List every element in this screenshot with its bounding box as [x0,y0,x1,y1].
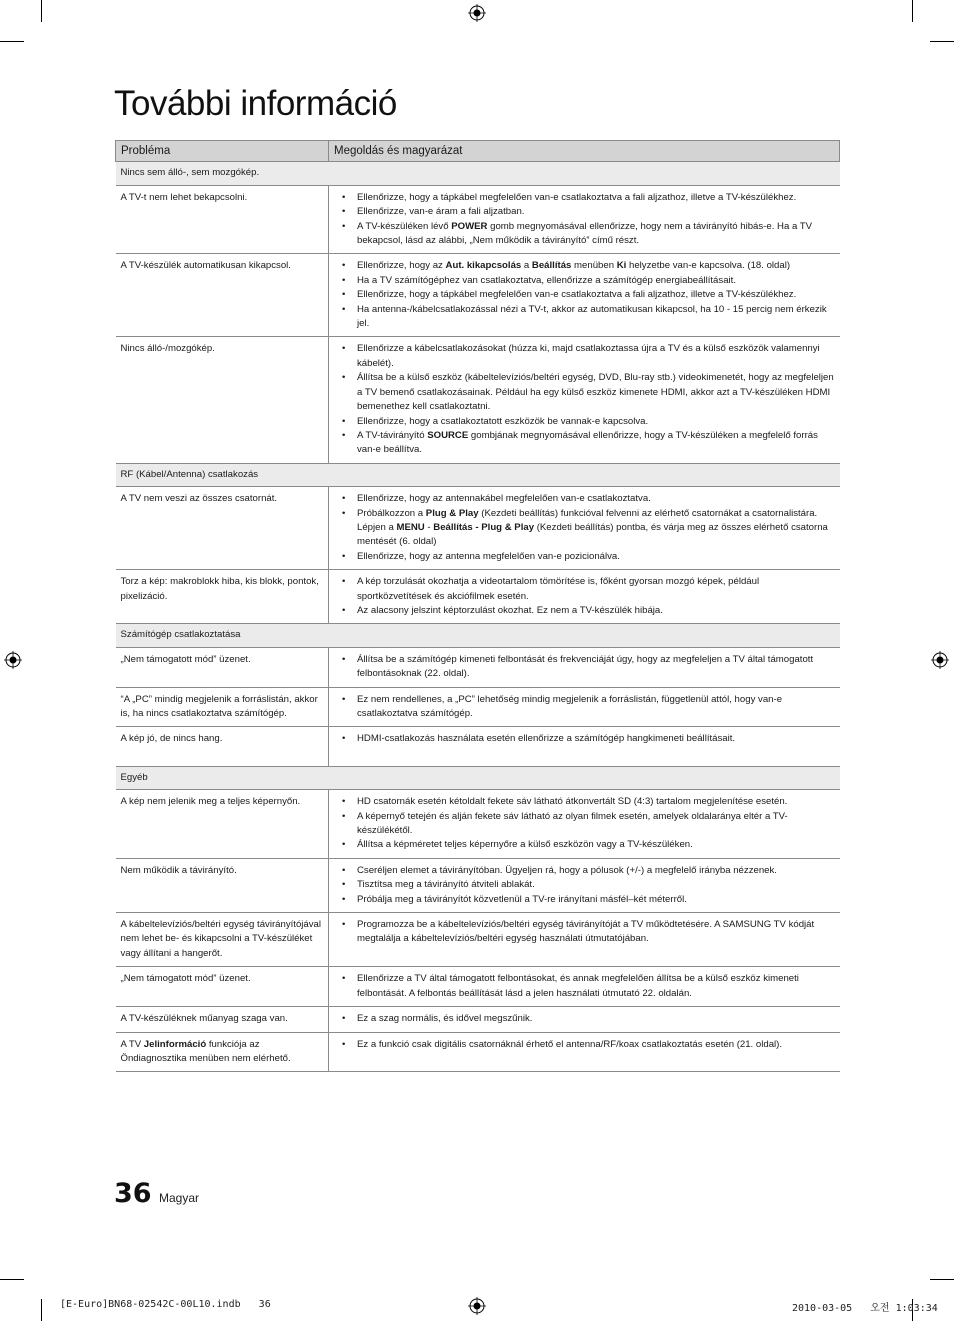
list-item: • Állítsa be a külső eszköz (kábeltelevíziós/beltéri egység, DVD, Blu-ray stb.) videokimenetét, hogy az megfeleljen a TV bemenő csatlakozásainak. Például ha egy külső eszköz kimenete HDMI, akkor azt a TV-készüléken HDMI bemenethez kell csatlakoztatni. [334,371,835,414]
list-item: • Ez a szag normális, és idővel megszűnik. [334,1012,835,1026]
crop-mark [41,1299,42,1321]
solution-list [334,575,835,618]
solution-cell [329,337,840,463]
solution-cell [329,647,840,687]
solution-list [334,864,835,907]
list-item: • Ellenőrizze, hogy az antenna megfelelően van-e pozicionálva. [334,550,835,564]
solution-cell [329,1032,840,1072]
solution-cell [329,487,840,570]
table-row [116,967,840,1007]
footer-file-info: [E-Euro]BN68-02542C-00L10.indb 36 [60,1299,271,1310]
list-item: • Ellenőrizze, hogy az antennakábel megfelelően van-e csatlakoztatva. [334,492,835,506]
solution-cell [329,570,840,624]
problem-cell: “A „PC” mindig megjelenik a forráslistán, akkor is, ha nincs csatlakoztatva számítógép. [116,687,329,727]
page-language: Magyar [159,1191,200,1205]
solution-list [334,1012,835,1026]
list-item: • Ellenőrizze, hogy a csatlakoztatott eszközök be vannak-e kapcsolva. [334,415,835,429]
solution-cell [329,185,840,254]
list-item: • A TV-készüléken lévő POWER gomb megnyomásával ellenőrizze, hogy nem a távirányító hibás-e. Ha a TV bekapcsol, lásd az alábbi, „Nem működik a távirányító” című részt. [334,220,835,249]
list-item: • A képernyő tetején és alján fekete sáv látható az olyan filmek esetén, amelyek oldalaránya eltér a TV-készülékétől. [334,810,835,839]
column-header-solution: Megoldás és magyarázat [329,141,840,162]
list-item: • Ellenőrizze a TV által támogatott felbontásokat, és annak megfelelően állítsa be a külső eszköz kimeneti felbontását. A felbontás beállítását lásd a jelen használati útmutató 22. oldalán. [334,972,835,1001]
problem-cell: Torz a kép: makroblokk hiba, kis blokk, pontok, pixelizáció. [116,570,329,624]
crop-mark [0,41,24,42]
table-section-row [116,162,840,185]
solution-cell [329,790,840,859]
problem-cell: A kép jó, de nincs hang. [116,727,329,766]
registration-mark-icon [468,4,486,22]
table-row [116,647,840,687]
troubleshooting-table [115,140,840,1072]
solution-cell [329,1007,840,1032]
column-header-problem: Probléma [116,141,329,162]
solution-list [334,918,835,947]
problem-cell: A kábeltelevíziós/beltéri egység távirányítójával nem lehet be- és kikapcsolni a TV-készüléket vagy állítani a hangerőt. [116,913,329,967]
crop-mark [930,41,954,42]
table-row [116,1007,840,1032]
solution-cell [329,913,840,967]
section-heading: Egyéb [116,766,840,789]
table-row [116,1032,840,1072]
solution-list [334,1038,835,1052]
list-item: • Tisztítsa meg a távirányító átviteli ablakát. [334,878,835,892]
list-item: • HD csatornák esetén kétoldalt fekete sáv látható átkonvertált SD (4:3) tartalom megjelenítése esetén. [334,795,835,809]
table-body [116,162,840,1072]
table-row [116,487,840,570]
solution-list [334,342,835,457]
page-number: 36 [114,1178,152,1209]
crop-mark [912,0,913,22]
registration-mark-icon [468,1297,486,1315]
solution-cell [329,858,840,912]
list-item: • HDMI-csatlakozás használata esetén ellenőrizze a számítógép hangkimeneti beállításait. [334,732,835,746]
solution-cell [329,254,840,337]
solution-list [334,693,835,722]
list-item: • Cseréljen elemet a távirányítóban. Ügyeljen rá, hogy a pólusok (+/-) a megfelelő irányba nézzenek. [334,864,835,878]
crop-mark [41,0,42,22]
section-heading: RF (Kábel/Antenna) csatlakozás [116,463,840,486]
problem-cell: Nem működik a távirányító. [116,858,329,912]
registration-mark-icon [4,651,22,669]
table-row [116,913,840,967]
table-row [116,727,840,766]
solution-list [334,259,835,331]
list-item: • Próbálja meg a távirányítót közvetlenül a TV-re irányítani másfél–két méterről. [334,893,835,907]
table-section-row [116,624,840,647]
list-item: • Ez nem rendellenes, a „PC” lehetőség mindig megjelenik a forráslistán, függetlenül attól, hogy van-e csatlakoztatva számítógép. [334,693,835,722]
registration-mark-icon [931,651,949,669]
solution-list [334,795,835,853]
solution-cell [329,727,840,766]
solution-cell [329,967,840,1007]
problem-cell: A TV nem veszi az összes csatornát. [116,487,329,570]
section-heading: Számítógép csatlakoztatása [116,624,840,647]
list-item: • Próbálkozzon a Plug & Play (Kezdeti beállítás) funkcióval felvenni az elérhető csatornákat a csatornalistára. Lépjen a MENU - Beállítás - Plug & Play (Kezdeti beállítás) pontba, és várja meg az összes elérhető csatorna mentését (6. oldal) [334,507,835,550]
footer-date-info: 2010-03-05 오전 1:03:34 [792,1303,938,1314]
solution-list [334,972,835,1001]
solution-list [334,732,835,746]
list-item: • A TV-távirányító SOURCE gombjának megnyomásával ellenőrizze, hogy a TV-készüléken a megfelelő forrás van-e beállítva. [334,429,835,458]
list-item: • Állítsa a képméretet teljes képernyőre a külső eszközön vagy a TV-készüléken. [334,838,835,852]
list-item: • Az alacsony jelszint képtorzulást okozhat. Ez nem a TV-készülék hibája. [334,604,835,618]
solution-list [334,492,835,564]
page-title: További információ [114,84,397,123]
list-item: • Ellenőrizze, hogy az Aut. kikapcsolás a Beállítás menüben Ki helyzetbe van-e kapcsolva. (18. oldal) [334,259,835,273]
solution-list [334,191,835,249]
list-item: • Ha a TV számítógéphez van csatlakoztatva, ellenőrizze a számítógép energiabeállításait. [334,274,835,288]
table-row [116,570,840,624]
list-item: • A kép torzulását okozhatja a videotartalom tömörítése is, főként gyorsan mozgó képek, például sportközvetítések és akciófilmek esetén. [334,575,835,604]
problem-cell: A TV-készüléknek műanyag szaga van. [116,1007,329,1032]
table-row [116,337,840,463]
problem-cell: A kép nem jelenik meg a teljes képernyőn. [116,790,329,859]
problem-cell: „Nem támogatott mód” üzenet. [116,647,329,687]
list-item: • Ez a funkció csak digitális csatornáknál érhető el antenna/RF/koax csatlakoztatás esetén (21. oldal). [334,1038,835,1052]
table-row [116,687,840,727]
crop-mark [0,1279,24,1280]
list-item: • Ellenőrizze, hogy a tápkábel megfelelően van-e csatlakoztatva a fali aljzathoz, illetve a TV-készülékhez. [334,191,835,205]
list-item: • Ellenőrizze, van-e áram a fali aljzatban. [334,205,835,219]
problem-cell: „Nem támogatott mód” üzenet. [116,967,329,1007]
list-item: • Ellenőrizze a kábelcsatlakozásokat (húzza ki, majd csatlakoztassa újra a TV és a külső eszközök valamennyi kábelét). [334,342,835,371]
table-section-row [116,766,840,789]
solution-cell [329,687,840,727]
list-item: • Ellenőrizze, hogy a tápkábel megfelelően van-e csatlakoztatva a fali aljzathoz, illetve a TV-készülékhez. [334,288,835,302]
section-heading: Nincs sem álló-, sem mozgókép. [116,162,840,185]
table-header-row [116,141,840,162]
problem-cell: Nincs álló-/mozgókép. [116,337,329,463]
list-item: • Programozza be a kábeltelevíziós/beltéri egység távirányítóját a TV működtetésére. A SAMSUNG TV kódját megtalálja a kábeltelevíziós/beltéri egység használati útmutatójában. [334,918,835,947]
table-row [116,790,840,859]
problem-cell: A TV-t nem lehet bekapcsolni. [116,185,329,254]
list-item: • Ha antenna-/kábelcsatlakozással nézi a TV-t, akkor az automatikusan kikapcsol, ha 10 - 15 percig nem érkezik jel. [334,303,835,332]
problem-cell: A TV-készülék automatikusan kikapcsol. [116,254,329,337]
crop-mark [930,1279,954,1280]
table-row [116,858,840,912]
table-section-row [116,463,840,486]
table-row [116,185,840,254]
table-row [116,254,840,337]
problem-cell: A TV Jelinformáció funkciója az Öndiagnosztika menüben nem elérhető. [116,1032,329,1072]
solution-list [334,653,835,682]
list-item: • Állítsa be a számítógép kimeneti felbontását és frekvenciáját úgy, hogy az megfeleljen a TV által támogatott felbontásoknak (22. oldal). [334,653,835,682]
